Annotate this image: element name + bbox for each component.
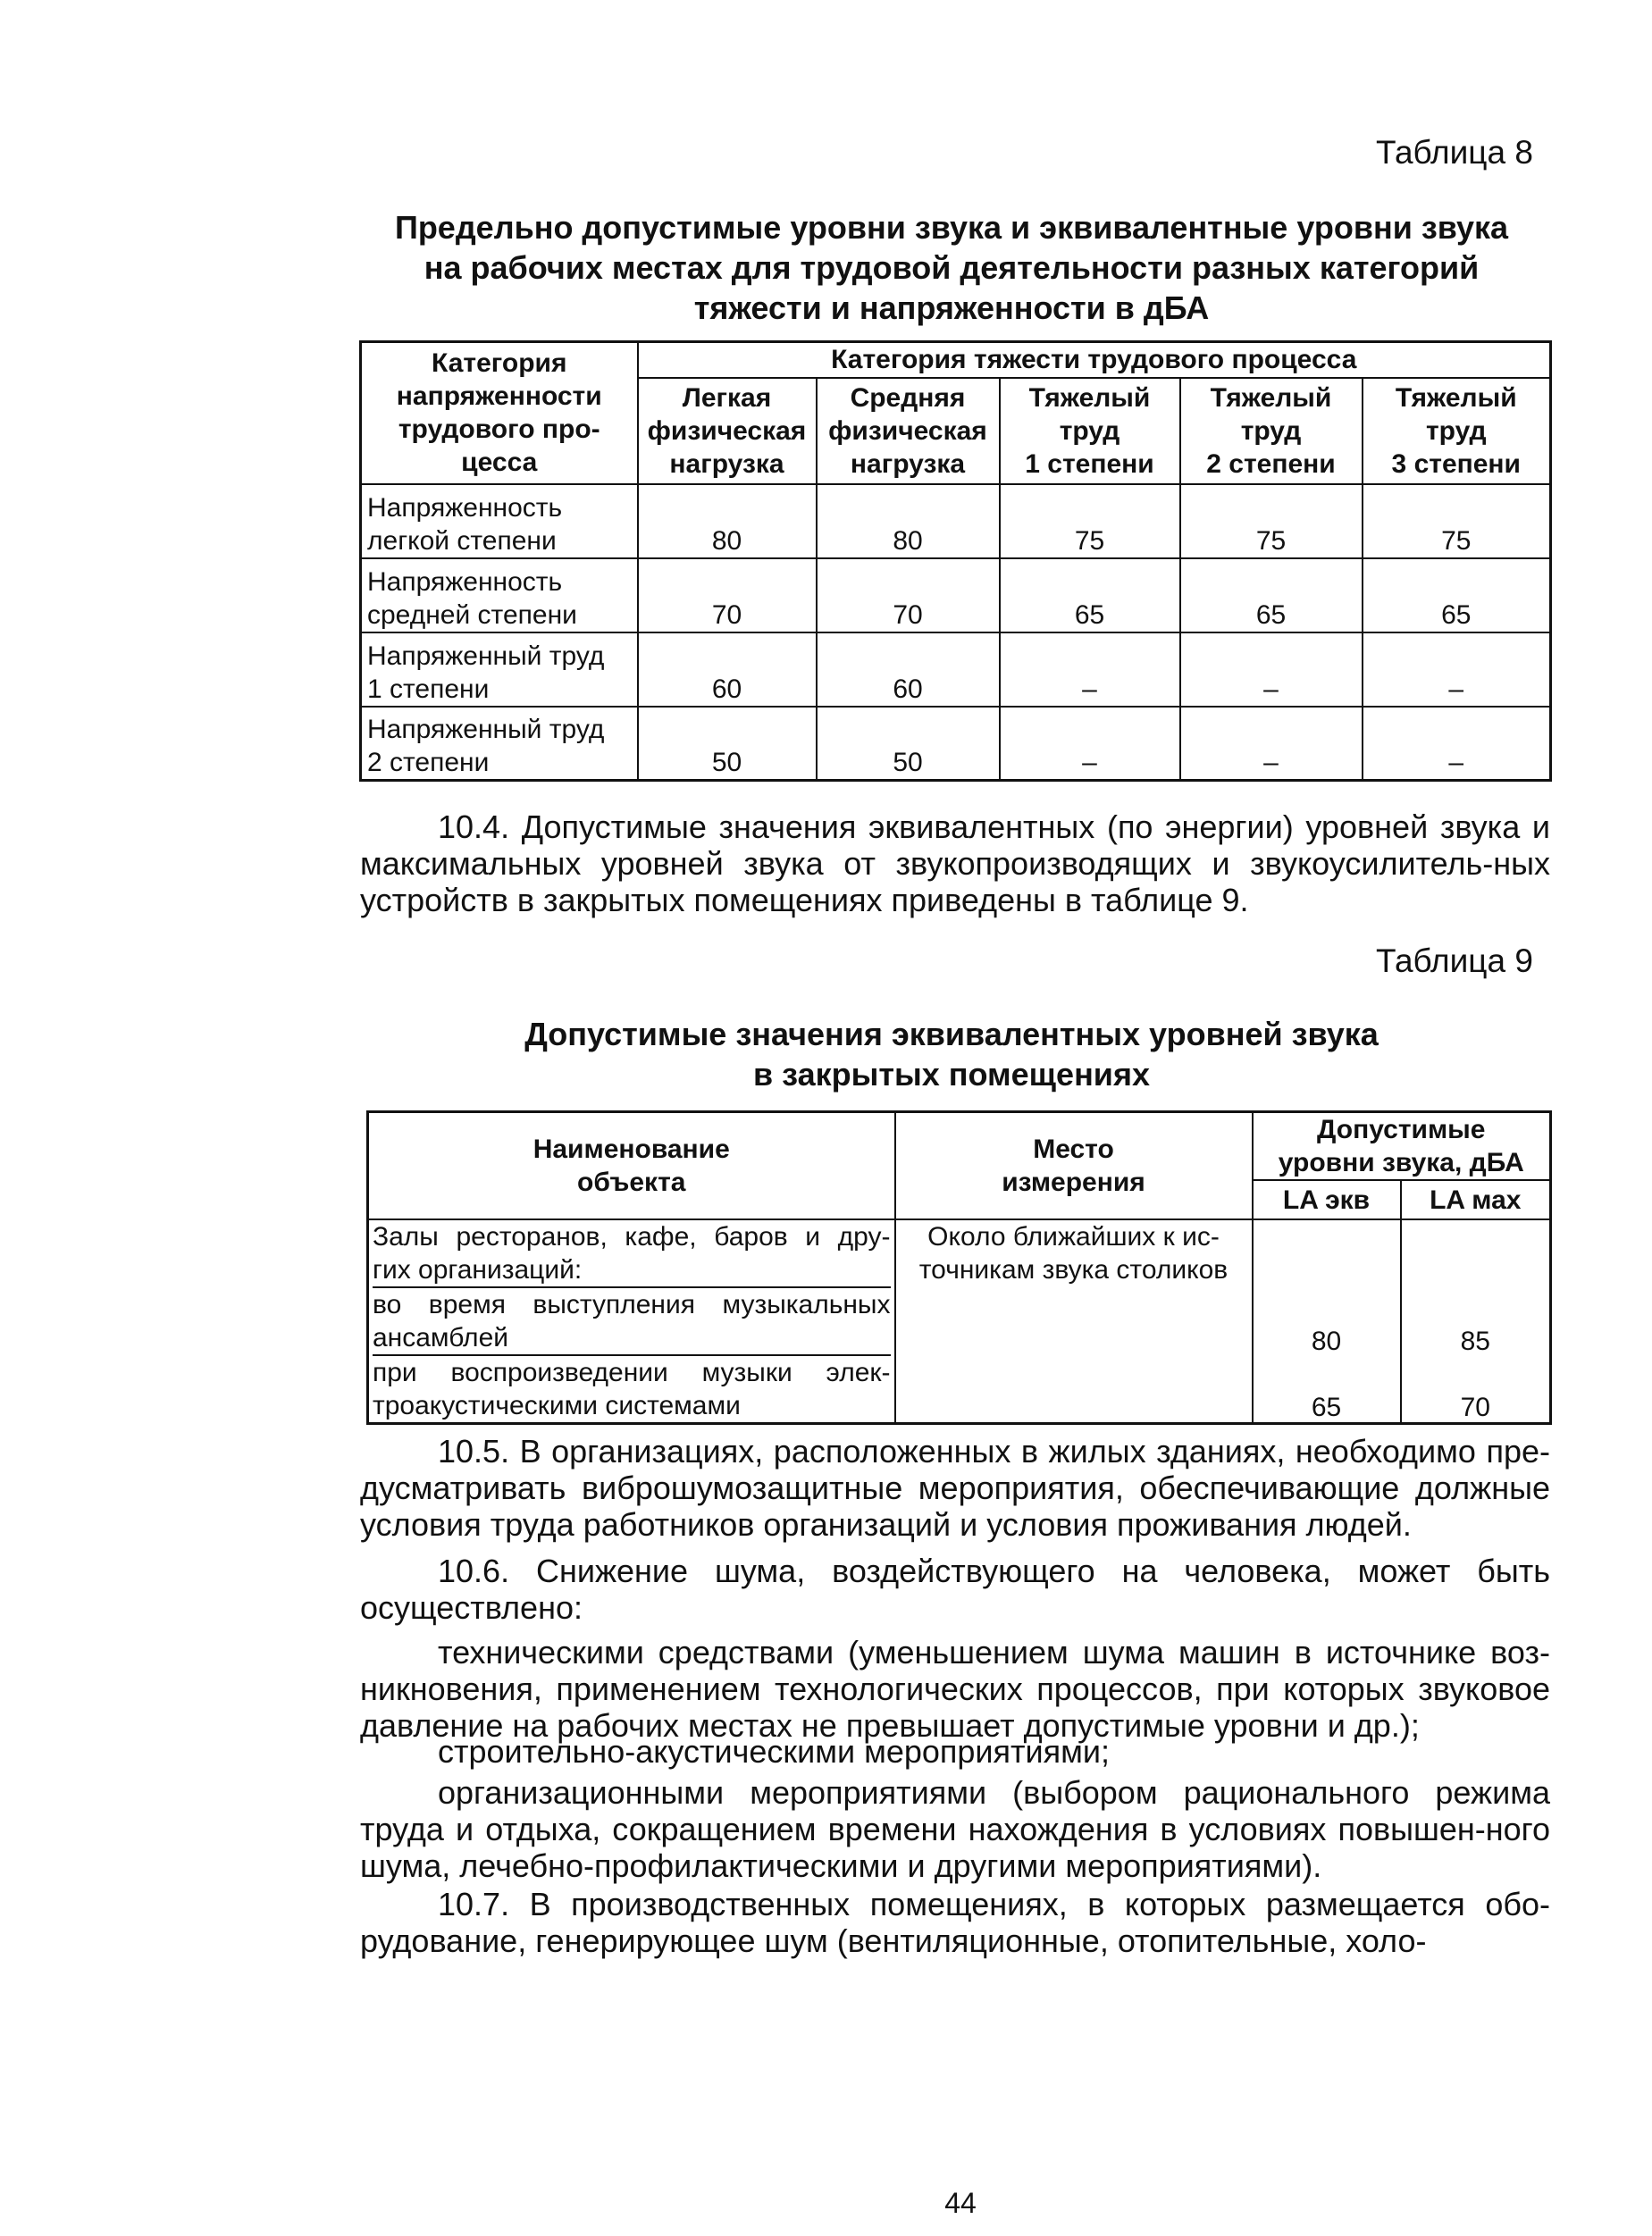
object-description: Залы ресторанов, кафе, баров и дру- гих организаций: во время выступления музыкальных ансамблей при воспроизведении музыки элек- троакустическими системами — [368, 1219, 895, 1424]
cell-value: – — [1363, 707, 1551, 781]
table-row — [361, 484, 1551, 558]
cell-value: 60 — [817, 632, 1000, 707]
title-line: на рабочих местах для трудовой деятельности разных категорий — [423, 249, 1480, 286]
row-label: Напряженность средней степени — [361, 558, 638, 632]
column-header-object: Наименование объекта — [368, 1112, 895, 1220]
cell-value: 50 — [638, 707, 817, 781]
cell-value: 65 — [1363, 558, 1551, 632]
column-header: Легкая физическая нагрузка — [638, 378, 817, 484]
paragraph-10-5: 10.5. В организациях, расположенных в жилых зданиях, необходимо пре-дусматривать виброшумозащитные мероприятия, обеспечивающие должные условия труда работников организаций и условия проживания людей. — [360, 1433, 1550, 1543]
la-eq-values: 80 65 — [1253, 1219, 1401, 1424]
measurement-place: Около ближайших к ис- точникам звука столиков — [895, 1219, 1253, 1424]
column-header-place: Место измерения — [895, 1112, 1253, 1220]
row-label: Напряженный труд 2 степени — [361, 707, 638, 781]
cell-value: – — [1000, 707, 1180, 781]
cell-value: 60 — [638, 632, 817, 707]
table-8-title — [340, 207, 1564, 328]
paragraph-technical-means: техническими средствами (уменьшением шума машин в источнике воз-никновения, применением технологических процессов, при которых звуковое давление на рабочих местах не превышает допустимые уровни и др.); — [360, 1634, 1550, 1744]
cell-value: 75 — [1000, 484, 1180, 558]
title-line: Предельно допустимые уровни звука и эквивалентные уровни звука — [394, 209, 1509, 246]
column-header: Тяжелый труд 1 степени — [1000, 378, 1180, 484]
cell-value: – — [1180, 707, 1363, 781]
column-header-la-eq: LA экв — [1253, 1180, 1401, 1219]
page-number: 44 — [944, 2187, 977, 2219]
cell-value: 70 — [638, 558, 817, 632]
table-row — [361, 632, 1551, 707]
cell-value: – — [1180, 632, 1363, 707]
equivalent-levels-table — [366, 1110, 1552, 1425]
cell-value: 65 — [1000, 558, 1180, 632]
title-line: Допустимые значения эквивалентных уровней звука — [524, 1016, 1379, 1052]
cell-value: 75 — [1363, 484, 1551, 558]
group-header: Категория тяжести трудового процесса — [638, 342, 1551, 378]
paragraph-10-6: 10.6. Снижение шума, воздействующего на человека, может быть осуществлено: — [360, 1553, 1550, 1626]
cell-value: – — [1000, 632, 1180, 707]
noise-levels-table — [359, 340, 1552, 782]
table-9-label: Таблица 9 — [1376, 942, 1533, 979]
cell-value: – — [1363, 632, 1551, 707]
title-line: в закрытых помещениях — [753, 1056, 1150, 1093]
table-8-label: Таблица 8 — [1376, 134, 1533, 171]
paragraph-10-4: 10.4. Допустимые значения эквивалентных (по энергии) уровней звука и максимальных уровней звука от звукопроизводящих и звукоусилитель-ных устройств в закрытых помещениях приведены в таблице 9. — [360, 808, 1550, 918]
cell-value: 65 — [1180, 558, 1363, 632]
cell-value: 80 — [638, 484, 817, 558]
table-row — [361, 707, 1551, 781]
paragraph-construction-measures: строительно-акустическими мероприятиями; — [438, 1733, 1110, 1770]
column-header-levels: Допустимые уровни звука, дБА — [1253, 1112, 1551, 1181]
paragraph-organizational-measures: организационными мероприятиями (выбором рационального режима труда и отдыха, сокращением времени нахождения в условиях повышен-ного шума, лечебно-профилактическими и другими мероприятиями). — [360, 1774, 1550, 1884]
column-header: Тяжелый труд 3 степени — [1363, 378, 1551, 484]
row-label: Напряженность легкой степени — [361, 484, 638, 558]
cell-value: 80 — [817, 484, 1000, 558]
column-header: Средняя физическая нагрузка — [817, 378, 1000, 484]
corner-header: Категория напряженности трудового про- цесса — [361, 342, 638, 484]
la-max-values: 85 70 — [1401, 1219, 1551, 1424]
title-line: тяжести и напряженности в дБА — [693, 289, 1210, 326]
column-header-la-max: LA мах — [1401, 1180, 1551, 1219]
cell-value: 70 — [817, 558, 1000, 632]
table-9-title — [340, 1014, 1564, 1094]
cell-value: 75 — [1180, 484, 1363, 558]
paragraph-10-7: 10.7. В производственных помещениях, в которых размещается обо-рудование, генерирующее шум (вентиляционные, отопительные, холо- — [360, 1886, 1550, 1959]
table-row — [368, 1219, 1551, 1424]
column-header: Тяжелый труд 2 степени — [1180, 378, 1363, 484]
row-label: Напряженный труд 1 степени — [361, 632, 638, 707]
table-row — [361, 558, 1551, 632]
cell-value: 50 — [817, 707, 1000, 781]
